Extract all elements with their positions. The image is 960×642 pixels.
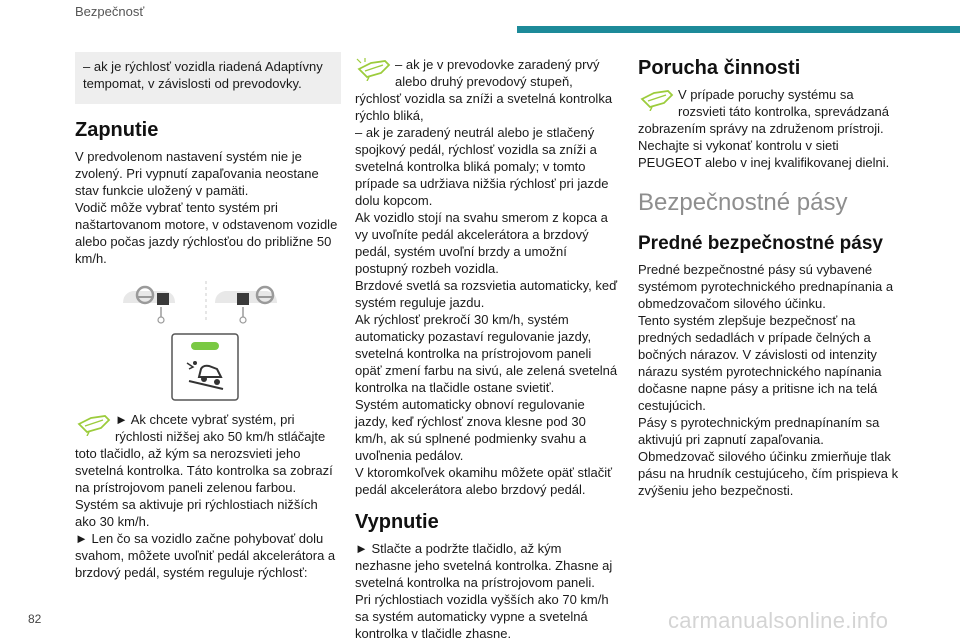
- tip-icon: [355, 57, 391, 81]
- note-box: [75, 52, 341, 104]
- hill-descent-button-icon: [171, 333, 239, 401]
- heading-vypnutie: Vypnutie: [355, 511, 439, 533]
- column-3: [638, 52, 904, 499]
- column-2: [355, 56, 621, 642]
- header-accent-bar: [517, 26, 960, 33]
- paragraph: V ktoromkoľvek okamihu môžete opäť stlačiť pedál akcelerátora alebo brzdový pedál.: [355, 465, 613, 497]
- paragraph: Ak rýchlosť prekročí 30 km/h, systém automaticky pozastaví regulovanie jazdy, svetelná kontrolka na prístrojovom paneli opäť zmení farbu na sivú, ale zelená svetelná kontrolka na tlačidle ostane svietiť.: [355, 312, 618, 395]
- paragraph: Vodič môže vybrať tento systém pri naštartovanom motore, v odstavenom vozidle alebo počas jazdy rýchlosťou do približne 50 km/h.: [75, 200, 338, 266]
- paragraph: ► Stlačte a podržte tlačidlo, až kým nezhasne jeho svetelná kontrolka. Zhasne aj svetelná kontrolka na prístrojovom paneli.: [355, 541, 613, 590]
- paragraph: Pri rýchlostiach vozidla vyšších ako 70 km/h sa systém automaticky vypne a svetelná kontrolka v tlačidle zhasne.: [355, 592, 609, 641]
- paragraph: Tento systém zlepšuje bezpečnosť na predných sedadlách v prípade čelných a bočných nárazov. V závislosti od intenzity nárazu systém pyrotechnického napínania dočasne napne pásy a pritisne ich na telá cestujúcich.: [638, 313, 882, 413]
- paragraph: Obmedzovač silového účinku zmierňuje tlak pásu na hrudník cestujúceho, čím prispieva k zvýšeniu jeho bezpečnosti.: [638, 449, 899, 498]
- section-title: Bezpečnosť: [75, 4, 145, 19]
- paragraph: Brzdové svetlá sa rozsvietia automaticky, keď systém reguluje jazdu.: [355, 278, 618, 310]
- paragraph: Predné bezpečnostné pásy sú vybavené systémom pyrotechnického prednapínania a obmedzovačom silového účinku.: [638, 262, 894, 311]
- steering-wheel-icon: [215, 287, 277, 323]
- paragraph: V predvolenom nastavení systém nie je zvolený. Pri vypnutí zapaľovania neostane stav funkcie uložený v pamäti.: [75, 149, 319, 198]
- paragraph: – ak je zaradený neutrál alebo je stlačený spojkový pedál, rýchlosť vozidla sa zníži a svetelná kontrolka bliká pomaly; v tomto prípade sa udržiava nižšia rýchlosť pri jazde dolu kopcom.: [355, 125, 609, 208]
- steering-wheel-icon: [123, 287, 175, 323]
- steering-wheel-figure: [75, 279, 341, 325]
- tip-icon: [638, 87, 674, 111]
- page-number: 82: [28, 612, 42, 626]
- paragraph: V prípade poruchy systému sa rozsvieti táto kontrolka, sprevádzaná zobrazením správy na združenom prístroji.: [638, 87, 889, 136]
- paragraph: – ak je v prevodovke zaradený prvý alebo druhý prevodový stupeň, rýchlosť vozidla sa zníži a svetelná kontrolka rýchlo bliká,: [355, 57, 613, 123]
- column-1: [75, 52, 341, 581]
- paragraph: ► Ak chcete vybrať systém, pri rýchlosti nižšej ako 50 km/h stláčajte toto tlačidlo, až kým sa nerozsvieti jeho svetelná kontrolka. Táto kontrolka sa zobrazí na prístrojovom paneli zelenou farbou.: [75, 412, 333, 495]
- heading-zapnutie: Zapnutie: [75, 119, 159, 141]
- subheading-predne-pasy: Predné bezpečnostné pásy: [638, 233, 883, 254]
- section-heading-bezpecnostne-pasy: Bezpečnostné pásy: [638, 189, 848, 216]
- paragraph: Nechajte si vykonať kontrolu v sieti PEUGEOT alebo v inej kvalifikovanej dielni.: [638, 138, 890, 170]
- paragraph: Pásy s pyrotechnickým prednapínaním sa aktivujú pri zapnutí zapaľovania.: [638, 415, 880, 447]
- paragraph: ► Len čo sa vozidlo začne pohybovať dolu svahom, môžete uvoľniť pedál akcelerátora a brzdový pedál, systém reguluje rýchlosť:: [75, 531, 336, 580]
- hill-descent-button-figure: [171, 333, 239, 401]
- note-text: – ak je rýchlosť vozidla riadená Adaptívny tempomat, v závislosti od prevodovky.: [83, 59, 323, 91]
- watermark: carmanualsonline.info: [668, 608, 889, 633]
- heading-porucha-cinnosti: Porucha činnosti: [638, 57, 801, 79]
- paragraph: Ak vozidlo stojí na svahu smerom z kopca a vy uvoľníte pedál akcelerátora a brzdový pedál, systém uvoľní brzdy a umožní postupný rozbeh vozidla.: [355, 210, 608, 276]
- paragraph: Systém sa aktivuje pri rýchlostiach nižších ako 30 km/h.: [75, 497, 318, 529]
- tip-icon: [75, 412, 111, 436]
- paragraph: Systém automaticky obnoví regulovanie jazdy, keď rýchlosť znova klesne pod 30 km/h, ak sú splnené podmienky svahu a uvoľnenia pedálov.: [355, 397, 587, 463]
